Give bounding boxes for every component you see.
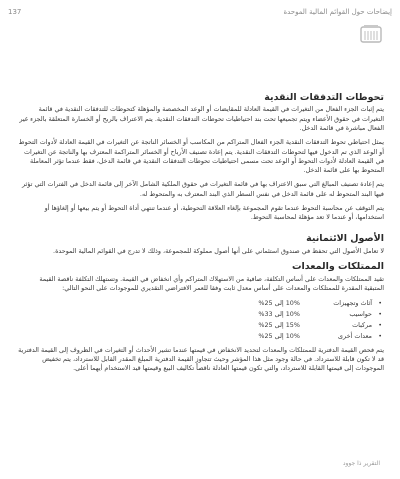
depreciation-rates-list — [18, 298, 384, 342]
asset-class-label: حواسيب — [349, 310, 372, 318]
rate-value: 10% إلى 25% — [258, 331, 300, 340]
paragraph: لا تعامل الأصول التي تحفظ في صندوق استئماني على أنها أصول مملوكة للمجموعة، وذلك لا تدرج في القوائم المالية الموحدة. — [53, 246, 384, 255]
running-title: إيضاحات حول القوائم المالية الموحدة — [283, 8, 392, 16]
list-item — [18, 320, 384, 331]
bullet-icon: • — [378, 320, 382, 329]
report-emblem-icon — [360, 24, 382, 44]
heading-trust-assets: الأصول الائتمانية — [306, 233, 384, 245]
page-header — [8, 8, 392, 20]
paragraph: يتم إعادة تصنيف المبالغ التي سبق الاعتراف بها في قائمة التغيرات في حقوق الملكية الشامل الآخر إلى قائمة الدخل في الفترات التي تؤثر فيها البند المتحوط له على قائمة الدخل في نفس السطر الذي البند المعترف به والمتحوط له. — [22, 180, 384, 198]
page-footer: التقرير ذا جوود — [342, 460, 380, 467]
heading-cash-flow-hedges: تحوطات التدفقات النقدية — [264, 92, 384, 103]
asset-class-label: آثاث وتجهيزات — [333, 299, 372, 308]
bullet-icon: • — [378, 331, 382, 340]
paragraph: تقيد الممتلكات والمعدات على أساس التكلفة، صافية من الاستهلاك المتراكم وأي انخفاض في القيمة. وتستهلك التكلفة ناقصة القيمة المتبقية المقدرة للممتلكات والمعدات على أساس معدل ثابت وفقا للعمر الافتراضي التقديري للموجودات على النحو التالي: — [39, 274, 384, 292]
list-item — [18, 309, 384, 320]
heading-property-equipment: الممتلكات والمعدات — [291, 261, 384, 273]
rate-value: 15% إلى 25% — [258, 320, 300, 329]
bullet-icon: • — [378, 310, 382, 318]
asset-class-label: مركبات — [352, 320, 372, 329]
list-item — [18, 298, 384, 309]
paragraph: يتم إثبات الجزء الفعال من التغيرات في القيمة العادلة للمقايضات أو الوعد المخصصة والمؤهلة كتحوطات للتدفقات النقدية في قائمة التغيرات في حقوق الأعضاء ويتم تجميعها تحت بند احتياطيات تحوطات التدفقات النقدية. يتم الاعتراف بالربح أو الخسارة المتعلقة بالجزء غير الفعال مباشرة في قائمة الدخل. — [19, 105, 384, 132]
bullet-icon: • — [378, 299, 382, 308]
rate-value: 10% إلى 33% — [258, 310, 300, 318]
asset-class-label: معدات أخرى — [338, 331, 372, 340]
paragraph: يتم التوقف عن محاسبة التحوط عندما تقوم المجموعة بإلغاء العلاقة التحوطية، أو عندما تنتهي أداة التحوط أو يتم بيعها أو إلغاؤها أو استخدامها، أو عندما لا تعد مؤهلة لمحاسبة التحوط. — [44, 203, 384, 222]
rate-value: 10% إلى 25% — [258, 299, 300, 308]
page-body — [18, 92, 384, 379]
paragraph: يمثل احتياطي تحوط التدفقات النقدية الجزء الفعال المتراكم من المكاسب أو الخسائر الناتجة عن التغيرات في القيمة العادلة لأدوات التحوط أو الوعد الذي تم الدخول فيها لتحوطات التدفقات النقدية. يتم إعادة تصنيف الأرباح أو الخسائر المتراكمة المعترف بها والناتجة عن التغيرات في القيمة العادلة لأدوات التحوط أو الوعد تحت مسمى احتياطيات تحوطات التدفقات النقدية في قائمة الدخل، فقط عندما تؤثر المعاملة المتحوط بها على قائمة الدخل. — [18, 138, 384, 175]
list-item — [18, 331, 384, 342]
page-number: 137 — [8, 8, 22, 16]
paragraph: يتم فحص القيمة الدفترية للممتلكات والمعدات لتحديد الانخفاض في قيمتها عندما تشير الأحداث أو التغيرات في الظروف إلى القيمة الدفترية قد لا تكون قابلة للاسترداد. في حالة وجود مثل هذا المؤشر وحيث تتجاوز القيمة الدفترية المبلغ المقدر القابل للاسترداد، يتم تخفيض الموجودات إلى قيمتها القابلة للاسترداد، والتي تكون قيمتها العادلة ناقصاً تكاليف البيع وقيمتها قيد الاستخدام أيهما أعلى. — [18, 345, 384, 373]
